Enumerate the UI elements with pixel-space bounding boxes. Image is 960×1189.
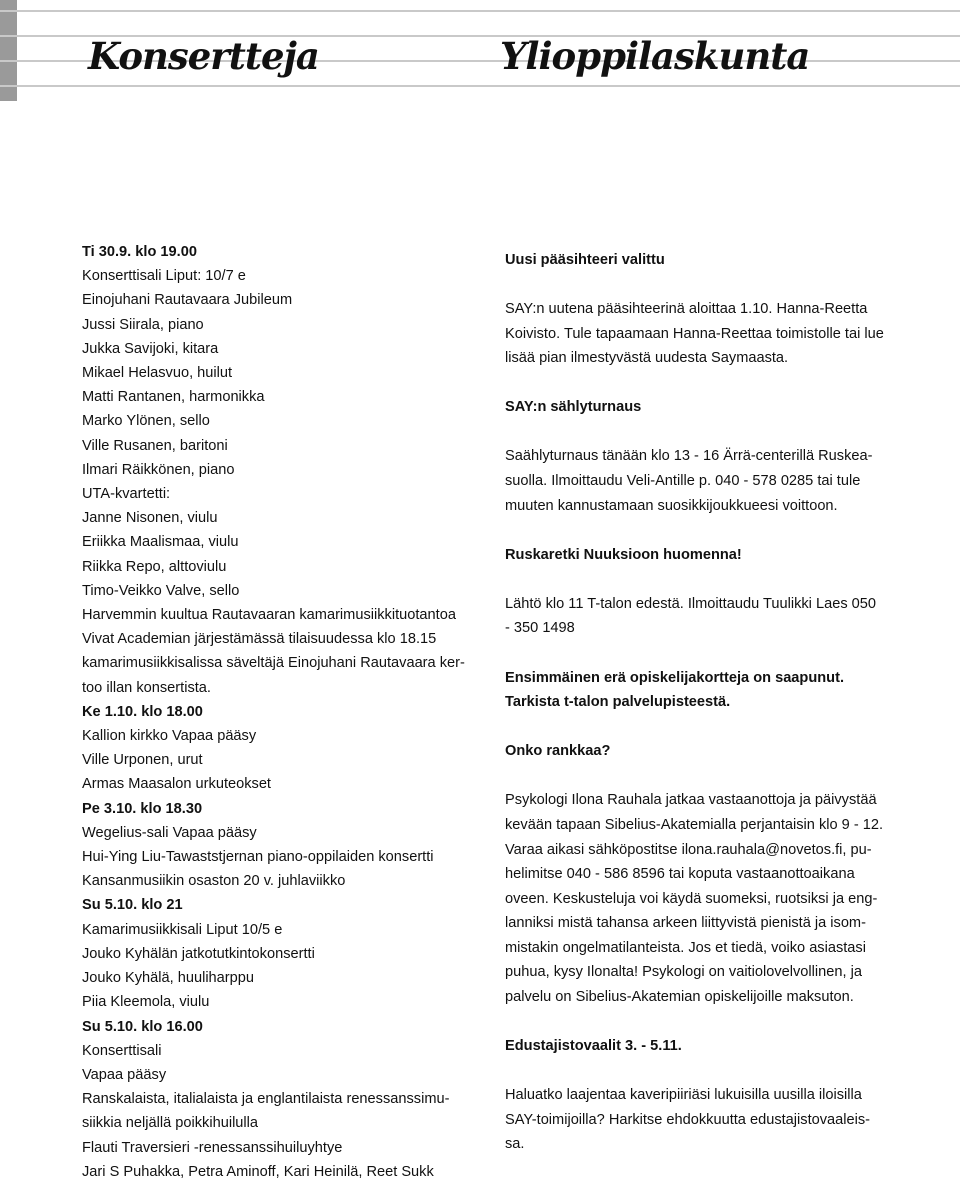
text-line: Hui-Ying Liu-Tawaststjernan piano-oppilaiden konsertti: [82, 849, 434, 866]
text-line: Haluatko laajentaa kaveripiiriäsi lukuisilla uusilla iloisilla: [505, 1087, 862, 1104]
section-heading: Onko rankkaa?: [505, 743, 611, 760]
text-line: Jouko Kyhälä, huuliharppu: [82, 970, 255, 987]
text-line: Jari S Puhakka, Petra Aminoff, Kari Heinilä, Reet Sukk: [82, 1163, 434, 1180]
text-line: suolla. Ilmoittaudu Veli-Antille p. 040 - 578 0285 tai tule: [505, 473, 861, 490]
text-line: sa.: [505, 1136, 525, 1153]
concerts-heading: Konsertteja: [88, 34, 319, 78]
spacer: [505, 1010, 905, 1035]
section-heading: Uusi pääsihteeri valittu: [505, 252, 665, 268]
text-line: Flauti Traversieri -renessanssihuiluyhtye: [82, 1139, 343, 1156]
text-line: Eriikka Maalismaa, viulu: [82, 534, 239, 551]
section-heading: Ke 1.10. klo 18.00: [82, 703, 203, 720]
text-line: Ilmari Räikkönen, piano: [82, 461, 235, 478]
text-line: Mikael Helasvuo, huilut: [82, 365, 233, 382]
text-line: - 350 1498: [505, 620, 575, 637]
section-heading: Su 5.10. klo 16.00: [82, 1018, 203, 1035]
text-line: Ville Rusanen, baritoni: [82, 437, 228, 454]
section-heading: Ruskaretki Nuuksioon huomenna!: [505, 546, 742, 563]
text-line: muuten kannustamaan suosikkijoukkueesi voittoon.: [505, 497, 838, 514]
spacer: [505, 764, 905, 789]
text-line: Jouko Kyhälän jatkotutkintokonsertti: [82, 945, 315, 962]
section-heading: Ensimmäinen erä opiskelijakortteja on saapunut.: [505, 669, 844, 686]
text-line: Kallion kirkko Vapaa pääsy: [82, 728, 257, 745]
text-line: Koivisto. Tule tapaamaan Hanna-Reettaa toimistolle tai lue: [505, 325, 884, 342]
text-line: Piia Kleemola, viulu: [82, 994, 210, 1011]
text-line: UTA-kvartetti:: [82, 486, 171, 503]
text-line: palvelu on Sibelius-Akatemian opiskelijoille maksuton.: [505, 989, 854, 1006]
header-rule: [0, 10, 960, 12]
section-heading: Ti 30.9. klo 19.00: [82, 244, 197, 260]
text-line: Kansanmusiikin osaston 20 v. juhlaviikko: [82, 873, 346, 890]
text-line: Ranskalaista, italialaista ja englantilaista renessanssimu-: [82, 1091, 450, 1108]
section-heading: SAY:n sählyturnaus: [505, 399, 642, 416]
text-line: Harvemmin kuultua Rautavaaran kamarimusiikkituotantoa: [82, 607, 456, 624]
text-line: mistakin ongelmatilanteista. Jos et tiedä, voiko asiastasi: [505, 939, 866, 956]
spacer: [505, 1059, 905, 1084]
header-rule: [0, 85, 960, 87]
text-line: Matti Rantanen, harmonikka: [82, 389, 265, 406]
text-line: Einojuhani Rautavaara Jubileum: [82, 292, 293, 309]
text-line: Marko Ylönen, sello: [82, 413, 210, 430]
text-line: Varaa aikasi sähköpostitse ilona.rauhala@novetos.fi, pu-: [505, 841, 872, 858]
text-line: Wegelius-sali Vapaa pääsy: [82, 824, 257, 841]
text-line: Konserttisali Liput: 10/7 e: [82, 268, 246, 285]
text-line: lanniksi mistä tahansa arkeen liittyvistä pienistä ja isom-: [505, 915, 866, 932]
section-heading: Edustajistovaalit 3. - 5.11.: [505, 1038, 682, 1055]
text-line: Saählyturnaus tänään klo 13 - 16 Ärrä-centerillä Ruskea-: [505, 448, 873, 465]
text-line: oveen. Keskusteluja voi käydä suomeksi, ruotsiksi ja eng-: [505, 890, 878, 907]
text-line: helimitse 040 - 586 8596 tai koputa vastaanottoaikana: [505, 866, 855, 883]
text-line: Lähtö klo 11 T-talon edestä. Ilmoittaudu Tuulikki Laes 050: [505, 595, 877, 612]
spacer: [505, 715, 905, 740]
text-line: Psykologi Ilona Rauhala jatkaa vastaanottoja ja päivystää: [505, 792, 877, 809]
text-line: Jukka Savijoki, kitara: [82, 340, 219, 357]
section-heading: Tarkista t-talon palvelupisteestä.: [505, 694, 731, 711]
spacer: [505, 518, 905, 543]
spacer: [505, 420, 905, 445]
text-line: Ville Urponen, urut: [82, 752, 203, 769]
text-line: kamarimusiikkisalissa säveltäjä Einojuhani Rautavaara ker-: [82, 655, 465, 672]
union-news-column: [505, 248, 905, 1157]
spacer: [505, 371, 905, 396]
section-heading: Pe 3.10. klo 18.30: [82, 800, 203, 817]
spacer: [505, 641, 905, 666]
text-line: puhua, kysy Ilonalta! Psykologi on vaitiolovelvollinen, ja: [505, 964, 862, 981]
text-line: Vapaa pääsy: [82, 1066, 167, 1083]
concerts-column: [82, 240, 492, 1184]
text-line: siikkia neljällä poikkihuilulla: [82, 1115, 259, 1132]
text-line: Jussi Siirala, piano: [82, 316, 204, 333]
text-line: SAY-toimijoilla? Harkitse ehdokkuutta edustajistovaaleis-: [505, 1111, 871, 1128]
union-heading: Ylioppilaskunta: [500, 34, 810, 78]
spacer: [505, 273, 905, 298]
text-line: Riikka Repo, alttoviulu: [82, 558, 227, 575]
text-line: too illan konsertista.: [82, 679, 211, 696]
text-line: SAY:n uutena pääsihteerinä aloittaa 1.10. Hanna-Reetta: [505, 301, 868, 318]
text-line: Timo-Veikko Valve, sello: [82, 582, 240, 599]
text-line: lisää pian ilmestyvästä uudesta Saymaasta.: [505, 350, 789, 367]
section-heading: Su 5.10. klo 21: [82, 897, 183, 914]
text-line: Armas Maasalon urkuteokset: [82, 776, 271, 793]
text-line: Kamarimusiikkisali Liput 10/5 e: [82, 921, 283, 938]
text-line: kevään tapaan Sibelius-Akatemialla perjantaisin klo 9 - 12.: [505, 816, 884, 833]
text-line: Konserttisali: [82, 1042, 162, 1059]
spacer: [505, 567, 905, 592]
text-line: Vivat Academian järjestämässä tilaisuudessa klo 18.15: [82, 631, 437, 648]
text-line: Janne Nisonen, viulu: [82, 510, 218, 527]
